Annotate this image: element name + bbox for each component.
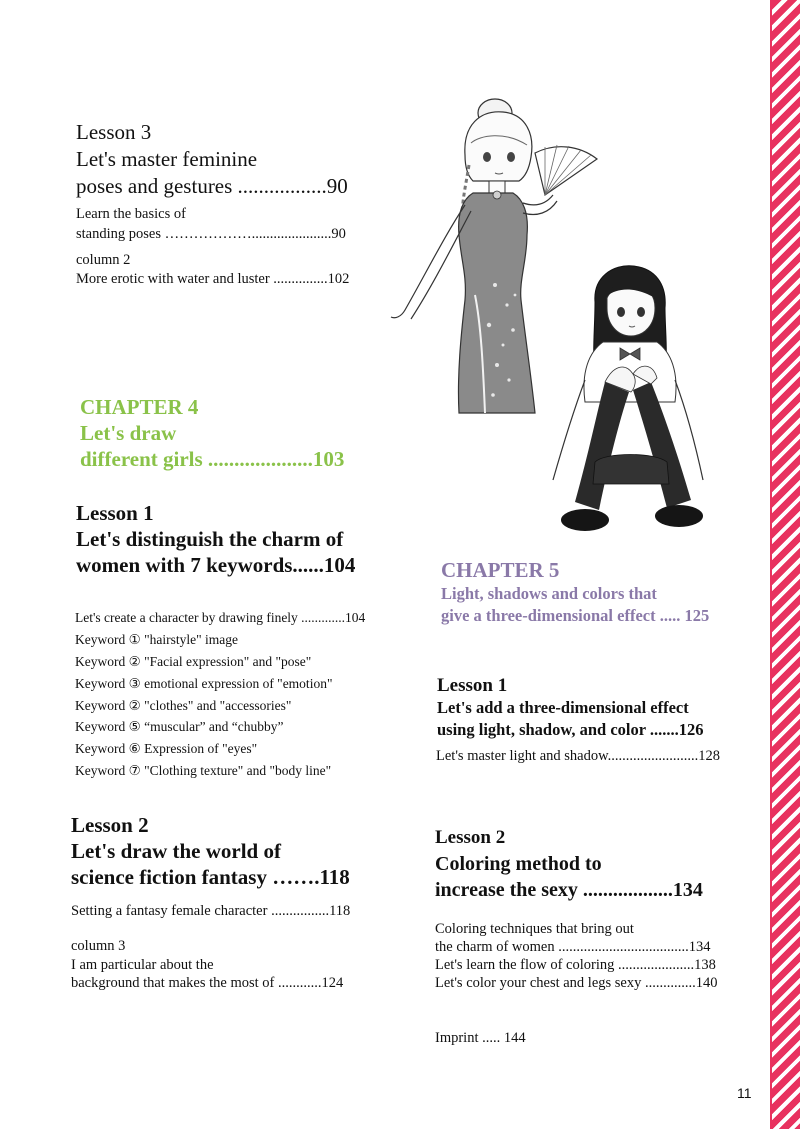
lesson3-column-item[interactable]: More erotic with water and luster ...............102 bbox=[76, 271, 350, 287]
ch4-lesson1-item[interactable]: Let's create a character by drawing finely .............104 bbox=[75, 610, 366, 625]
lesson3-label: Lesson 3 bbox=[76, 120, 152, 144]
chapter4-title-line2[interactable]: different girls ....................103 bbox=[80, 447, 345, 471]
ch4-lesson1-item[interactable]: Keyword ② "clothes" and "accessories" bbox=[75, 698, 292, 713]
decorative-stripe bbox=[772, 0, 800, 1129]
ch4-lesson1-item[interactable]: Keyword ⑤ “muscular” and “chubby” bbox=[75, 719, 284, 734]
ch4-lesson1-item[interactable]: Keyword ③ emotional expression of "emotion" bbox=[75, 676, 333, 691]
ch4-lesson1-item[interactable]: Keyword ② "Facial expression" and "pose" bbox=[75, 654, 312, 669]
lesson3-item-line1: Learn the basics of bbox=[76, 206, 186, 222]
page-number: 11 bbox=[737, 1085, 752, 1101]
imprint-entry[interactable]: Imprint ..... 144 bbox=[435, 1030, 526, 1046]
ch4-lesson2-label: Lesson 2 bbox=[71, 813, 149, 837]
chapter5-label: CHAPTER 5 bbox=[441, 558, 560, 582]
ch4-lesson2-title-line2[interactable]: science fiction fantasy …….118 bbox=[71, 865, 350, 889]
ch4-lesson2-item[interactable]: Setting a fantasy female character ................118 bbox=[71, 903, 351, 919]
chapter4-label: CHAPTER 4 bbox=[80, 395, 199, 419]
chapter5-title-line1: Light, shadows and colors that bbox=[441, 584, 657, 603]
ch4-lesson1-item[interactable]: Keyword ① "hairstyle" image bbox=[75, 632, 238, 647]
ch4-lesson2-column-line2[interactable]: background that makes the most of ............124 bbox=[71, 975, 344, 991]
schoolgirl-sitting-illustration bbox=[545, 262, 710, 540]
chapter4-title-line1: Let's draw bbox=[80, 421, 177, 445]
lesson3-column-label: column 2 bbox=[76, 252, 131, 268]
ch5-lesson2-title-line2[interactable]: increase the sexy ..................134 bbox=[435, 879, 703, 901]
ch5-lesson2-item[interactable]: Let's learn the flow of coloring .....................138 bbox=[435, 957, 716, 973]
lesson3-title-line2[interactable]: poses and gestures .................90 bbox=[76, 174, 348, 198]
ch4-lesson1-title-line2[interactable]: women with 7 keywords......104 bbox=[76, 553, 356, 577]
ch4-lesson2-column-line1: I am particular about the bbox=[71, 957, 214, 973]
chapter5-title-line2[interactable]: give a three-dimensional effect ..... 125 bbox=[441, 606, 710, 625]
ch4-lesson1-label: Lesson 1 bbox=[76, 501, 154, 525]
ch5-lesson2-label: Lesson 2 bbox=[435, 827, 506, 848]
lesson3-title-line1: Let's master feminine bbox=[76, 147, 258, 171]
ch5-lesson2-item[interactable]: Let's color your chest and legs sexy ..............140 bbox=[435, 975, 718, 991]
ch4-lesson2-title-line1: Let's draw the world of bbox=[71, 839, 281, 863]
ch5-lesson1-title-line1: Let's add a three-dimensional effect bbox=[437, 698, 689, 717]
ch4-lesson2-column-label: column 3 bbox=[71, 938, 126, 954]
ch5-lesson1-title-line2[interactable]: using light, shadow, and color .......126 bbox=[437, 720, 704, 739]
ch4-lesson1-item[interactable]: Keyword ⑦ "Clothing texture" and "body line" bbox=[75, 763, 332, 778]
ch5-lesson2-title-line1: Coloring method to bbox=[435, 853, 602, 875]
lesson3-item-line2[interactable]: standing poses ………………......................90 bbox=[76, 226, 346, 242]
ch5-lesson2-item[interactable]: the charm of women ....................................134 bbox=[435, 939, 711, 955]
ch5-lesson1-item[interactable]: Let's master light and shadow.........................128 bbox=[436, 748, 720, 764]
ch4-lesson1-item[interactable]: Keyword ⑥ Expression of "eyes" bbox=[75, 741, 258, 756]
ch4-lesson1-title-line1: Let's distinguish the charm of bbox=[76, 527, 344, 551]
ch5-lesson2-item-line1: Coloring techniques that bring out bbox=[435, 921, 634, 937]
ch5-lesson1-label: Lesson 1 bbox=[437, 675, 508, 696]
